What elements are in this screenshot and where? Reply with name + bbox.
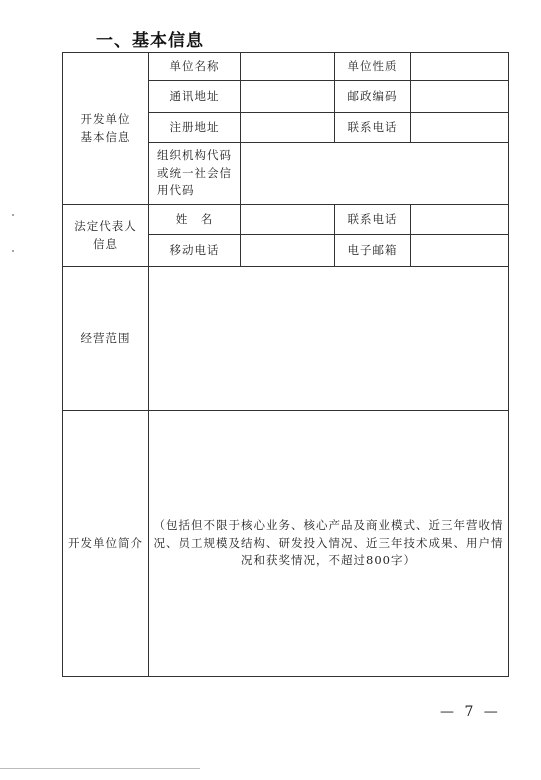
legal-name-field[interactable] [241, 205, 335, 235]
basic-info-table [62, 52, 509, 677]
org-code-label: 组织机构代码 或统一社会信 用代码 [149, 143, 241, 205]
unit-type-field[interactable] [411, 53, 509, 81]
legal-name-label: 姓 名 [149, 205, 241, 235]
bottom-rule [0, 768, 200, 769]
legal-phone-label: 联系电话 [335, 205, 411, 235]
email-label: 电子邮箱 [335, 235, 411, 267]
page-number: — 7 — [440, 704, 501, 720]
unit-name-label: 单位名称 [149, 53, 241, 81]
dev-unit-label: 开发单位 基本信息 [63, 53, 149, 205]
company-intro-hint: （包括但不限于核心业务、核心产品及商业模式、近三年营收情况、员工规模及结构、研发投入情况、近三年技术成果、用户情况和获奖情况，不超过800字） [153, 517, 504, 568]
address-label: 通讯地址 [149, 81, 241, 113]
unit-type-label: 单位性质 [335, 53, 411, 81]
reg-address-field[interactable] [241, 113, 335, 143]
legal-phone-field[interactable] [411, 205, 509, 235]
company-intro-label: 开发单位简介 [63, 411, 149, 677]
postcode-field[interactable] [411, 81, 509, 113]
address-field[interactable] [241, 81, 335, 113]
section-heading: 一、基本信息 [96, 31, 204, 51]
dev-phone-field[interactable] [411, 113, 509, 143]
unit-name-field[interactable] [241, 53, 335, 81]
email-field[interactable] [411, 235, 509, 267]
business-scope-label: 经营范围 [63, 267, 149, 411]
dev-phone-label: 联系电话 [335, 113, 411, 143]
mobile-label: 移动电话 [149, 235, 241, 267]
postcode-label: 邮政编码 [335, 81, 411, 113]
legal-rep-label: 法定代表人 信息 [63, 205, 149, 267]
reg-address-label: 注册地址 [149, 113, 241, 143]
mobile-field[interactable] [241, 235, 335, 267]
company-intro-field[interactable] [149, 411, 509, 677]
margin-dot [12, 214, 14, 216]
business-scope-field[interactable] [149, 267, 509, 411]
margin-dot [12, 250, 14, 252]
org-code-field[interactable] [241, 143, 509, 205]
